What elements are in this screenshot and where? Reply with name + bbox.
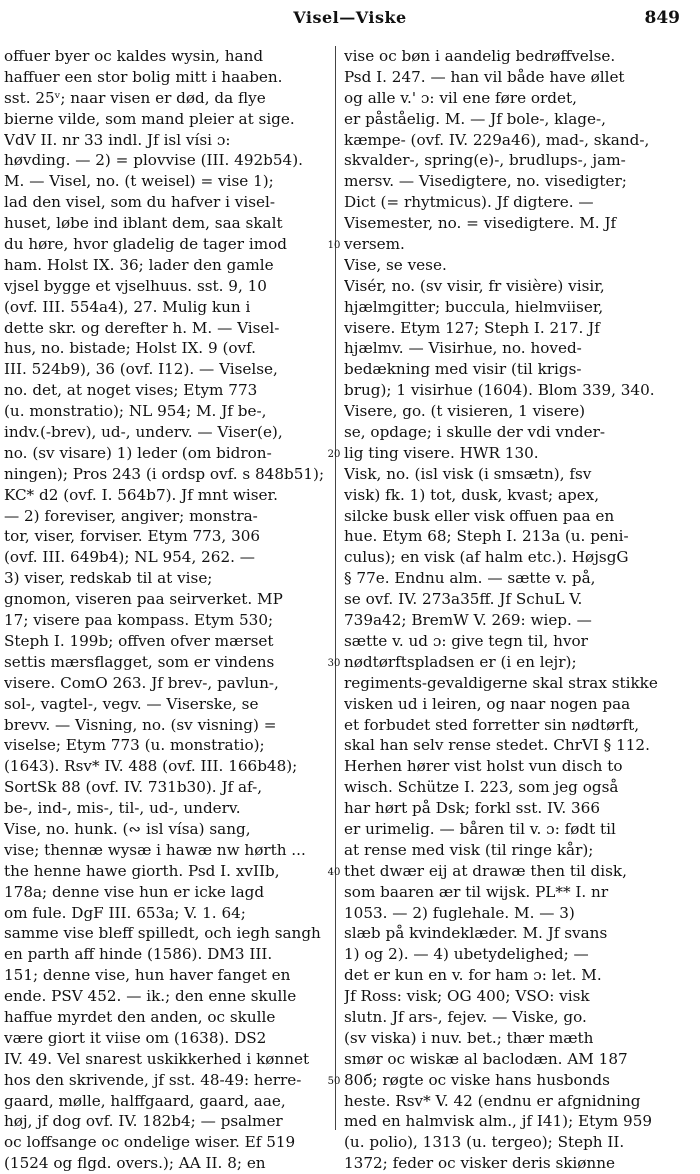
text-line: wisch. Schütze I. 223, som jeg også [344, 778, 619, 797]
text-line: Jf Ross: visk; OG 400; VSO: visk [344, 987, 590, 1006]
text-line: 178a; denne vise hun er icke lagd [4, 882, 265, 901]
text-line: heste. Rsv* V. 42 (endnu er afgnidning [344, 1091, 641, 1110]
text-line: er urimelig. — båren til v. ɔ: født til [344, 819, 616, 838]
text-line: skal han selv rense stedet. ChrVI § 112. [344, 736, 650, 755]
text-line: gnomon, viseren paa seirverket. MP [4, 590, 283, 609]
text-line: § 77e. Endnu alm. — sætte v. på, [344, 569, 596, 588]
text-line: (1524 og flgd. overs.); AA II. 8; en [4, 1154, 266, 1173]
page-number: 849 [644, 8, 680, 28]
text-line: III. 524b9), 36 (ovf. I12). — Viselse, [4, 360, 278, 379]
text-line: et forbudet sted forretter sin nødtørft, [344, 715, 640, 734]
text-line: visere. ComO 263. Jf brev-, pavlun-, [4, 673, 279, 692]
text-line: SortSk 88 (ovf. IV. 731b30). Jf af-, [4, 778, 263, 797]
text-line: og alle v.' ɔ: vil ene føre ordet, [344, 88, 577, 107]
text-line: Visér, no. (sv visir, fr visière) visir, [344, 276, 605, 295]
text-line: Vise, se vese. [344, 255, 447, 274]
text-line: smør oc wiskæ al baclodæn. AM 187 [344, 1049, 628, 1068]
text-line: 3) viser, redskab til at vise; [4, 569, 213, 588]
text-line: (ovf. III. 649b4); NL 954, 262. — [4, 548, 255, 567]
text-line: kæmpe- (ovf. IV. 229a46), mad-, skand-, [344, 130, 650, 149]
text-line: lad den visel, som du hafver i visel- [4, 193, 276, 212]
text-line: KC* d2 (ovf. I. 564b7). Jf mnt wiser. [4, 485, 278, 504]
right-column [344, 46, 666, 1174]
text-line: 151; denne vise, hun haver fanget en [4, 966, 291, 985]
text-line: ende. PSV 452. — ik.; den enne skulle [4, 987, 297, 1006]
text-line: at rense med visk (til ringe kår); [344, 840, 594, 859]
column-divider [335, 46, 336, 1130]
text-line: du høre, hvor gladelig de tager imod [4, 235, 287, 254]
margin-line-number: 50 [327, 1076, 341, 1087]
text-line: bierne vilde, som mand pleier at sige. [4, 109, 295, 128]
text-line: settis mærsflagget, som er vindens [4, 652, 275, 671]
text-line: sst. 25ᵛ; naar visen er død, da flye [4, 88, 266, 107]
text-line: Psd I. 247. — han vil både have øllet [344, 67, 625, 86]
text-line: slutn. Jf ars-, fejev. — Viske, go. [344, 1007, 587, 1026]
text-line: offuer byer oc kaldes wysin, hand [4, 47, 264, 65]
running-head: Visel—Viske [293, 8, 407, 27]
text-line: 739a42; BremW V. 269: wiep. — [344, 611, 592, 630]
text-line: (ovf. III. 554a4), 27. Mulig kun i [4, 297, 251, 316]
text-line: hos den skrivende, jf sst. 48-49: herre- [4, 1070, 302, 1089]
text-line: (u. monstratio); NL 954; M. Jf be-, [4, 402, 267, 421]
text-line: indv.(-brev), ud-, underv. — Viser(e), [4, 423, 283, 442]
text-line: nødtørftspladsen er (i en lejr); [344, 652, 577, 671]
text-line: hue. Etym 68; Steph I. 213a (u. peni- [344, 527, 629, 546]
text-line: samme vise bleff spilledt, och iegh sangh [4, 924, 321, 943]
text-line: det er kun en v. for ham ɔ: let. M. [344, 966, 602, 985]
text-line: Dict (= rhytmicus). Jf digtere. — [344, 193, 594, 212]
text-line: hjælmgitter; buccula, hielmviiser, [344, 297, 604, 316]
text-line: om fule. DgF III. 653a; V. 1. 64; [4, 903, 246, 922]
text-line: Visemester, no. = visedigtere. M. Jf [344, 214, 617, 233]
text-line: (sv viska) i nuv. bet.; thær mæth [344, 1028, 594, 1047]
margin-line-number: 20 [327, 449, 341, 460]
text-line: gaard, mølle, halffgaard, gaard, aae, [4, 1091, 286, 1110]
text-line: sætte v. ud ɔ: give tegn til, hvor [344, 631, 588, 650]
text-line: (1643). Rsv* IV. 488 (ovf. III. 166b48); [4, 757, 298, 776]
margin-line-number: 10 [327, 240, 341, 251]
text-line: brevv. — Visning, no. (sv visning) = [4, 715, 277, 734]
text-line: culus); en visk (af halm etc.). HøjsgG [344, 548, 629, 567]
text-line: sol-, vagtel-, vegv. — Viserske, se [4, 694, 259, 713]
text-line: være giort it viise om (1638). DS2 [4, 1028, 267, 1047]
text-line: se ovf. IV. 273a35ff. Jf SchuL V. [344, 590, 583, 609]
text-line: visere. Etym 127; Steph I. 217. Jf [344, 318, 600, 337]
text-line: versem. [344, 235, 405, 254]
margin-line-number: 30 [327, 658, 341, 669]
text-line: visk) fk. 1) tot, dusk, kvast; apex, [344, 485, 600, 504]
text-line: no. det, at noget vises; Etym 773 [4, 381, 258, 400]
text-line: se, opdage; i skulle der vdi vnder- [344, 423, 605, 442]
text-line: silcke busk eller visk offuen paa en [344, 506, 615, 525]
text-line: Visere, go. (t visieren, 1 visere) [344, 402, 585, 421]
text-line: vjsel bygge et vjselhuus. sst. 9, 10 [4, 276, 267, 295]
text-line: be-, ind-, mis-, til-, ud-, underv. [4, 799, 241, 818]
text-line: ham. Holst IX. 36; lader den gamle [4, 255, 274, 274]
text-line: haffue myrdet den anden, oc skulle [4, 1007, 276, 1026]
text-line: brug); 1 visirhue (1604). Blom 339, 340. [344, 381, 655, 400]
text-line: the henne hawe giorth. Psd I. xvIIb, [4, 861, 280, 880]
text-line: tor, viser, forviser. Etym 773, 306 [4, 527, 261, 546]
text-line: er påståelig. M. — Jf bole-, klage-, [344, 109, 606, 128]
text-line: bedækning med visir (til krigs- [344, 360, 582, 379]
text-line: thet dwær eij at drawæ then til disk, [344, 861, 627, 880]
text-line: 1372; feder oc visker deris skiønne [344, 1154, 615, 1173]
left-column [4, 46, 326, 1174]
text-line: oc loffsange oc ondelige wiser. Ef 519 [4, 1133, 296, 1152]
text-line: visken ud i leiren, og naar nogen paa [344, 694, 631, 713]
text-line: Visk, no. (isl visk (i smsætn), fsv [344, 464, 592, 483]
text-line: slæb på kvindeklæder. M. Jf svans [344, 924, 608, 943]
text-line: regiments-gevaldigerne skal strax stikke [344, 673, 658, 692]
text-line: Herhen hører vist holst vun disch to [344, 757, 623, 776]
text-line: Vise, no. hunk. (∾ isl vísa) sang, [4, 819, 251, 838]
text-line: høvding. — 2) = plovvise (III. 492b54). [4, 151, 303, 170]
text-line: VdV II. nr 33 indl. Jf isl vísi ɔ: [4, 130, 231, 149]
text-line: IV. 49. Vel snarest uskikkerhed i kønnet [4, 1049, 310, 1068]
text-line: viselse; Etym 773 (u. monstratio); [4, 736, 265, 755]
text-line: hjælmv. — Visirhue, no. hoved- [344, 339, 582, 358]
text-line: ningen); Pros 243 (i ordsp ovf. s 848b51); [4, 464, 325, 483]
text-line: med en halmvisk alm., jf I41); Etym 959 [344, 1112, 653, 1131]
text-line: mersv. — Visedigtere, no. visedigter; [344, 172, 627, 191]
text-line: 80б; røgte oc viske hans husbonds [344, 1070, 610, 1089]
text-line: — 2) foreviser, angiver; monstra- [4, 506, 258, 525]
text-line: no. (sv visare) 1) leder (om bidron- [4, 443, 272, 462]
text-line: M. — Visel, no. (t weisel) = vise 1); [4, 172, 274, 191]
text-line: (u. polio), 1313 (u. tergeo); Steph II. [344, 1133, 625, 1152]
text-line: vise oc bøn i aandelig bedrøffvelse. [344, 47, 616, 65]
text-line: høj, jf dog ovf. IV. 182b4; — psalmer [4, 1112, 283, 1131]
text-line: en parth aff hinde (1586). DM3 III. [4, 945, 273, 964]
text-line: Steph I. 199b; offven ofver mærset [4, 631, 274, 650]
text-line: huset, løbe ind iblant dem, saa skalt [4, 214, 283, 233]
text-line: skvalder-, spring(e)-, brudlups-, jam- [344, 151, 626, 170]
text-line: 1) og 2). — 4) ubetydelighed; — [344, 945, 589, 964]
text-line: 17; visere paa kompass. Etym 530; [4, 611, 274, 630]
text-line: vise; thennæ wysæ i hawæ nw hørth ... [4, 840, 306, 859]
text-line: haffuer een stor bolig mitt i haaben. [4, 67, 283, 86]
text-line: lig ting visere. HWR 130. [344, 443, 539, 462]
text-line: har hørt på Dsk; forkl sst. IV. 366 [344, 799, 600, 818]
text-line: dette skr. og derefter h. M. — Visel- [4, 318, 280, 337]
page-header [0, 8, 700, 32]
margin-line-number: 40 [327, 867, 341, 878]
text-line: hus, no. bistade; Holst IX. 9 (ovf. [4, 339, 256, 358]
text-line: som baaren ær til wijsk. PL** I. nr [344, 882, 609, 901]
text-line: 1053. — 2) fuglehale. M. — 3) [344, 903, 575, 922]
